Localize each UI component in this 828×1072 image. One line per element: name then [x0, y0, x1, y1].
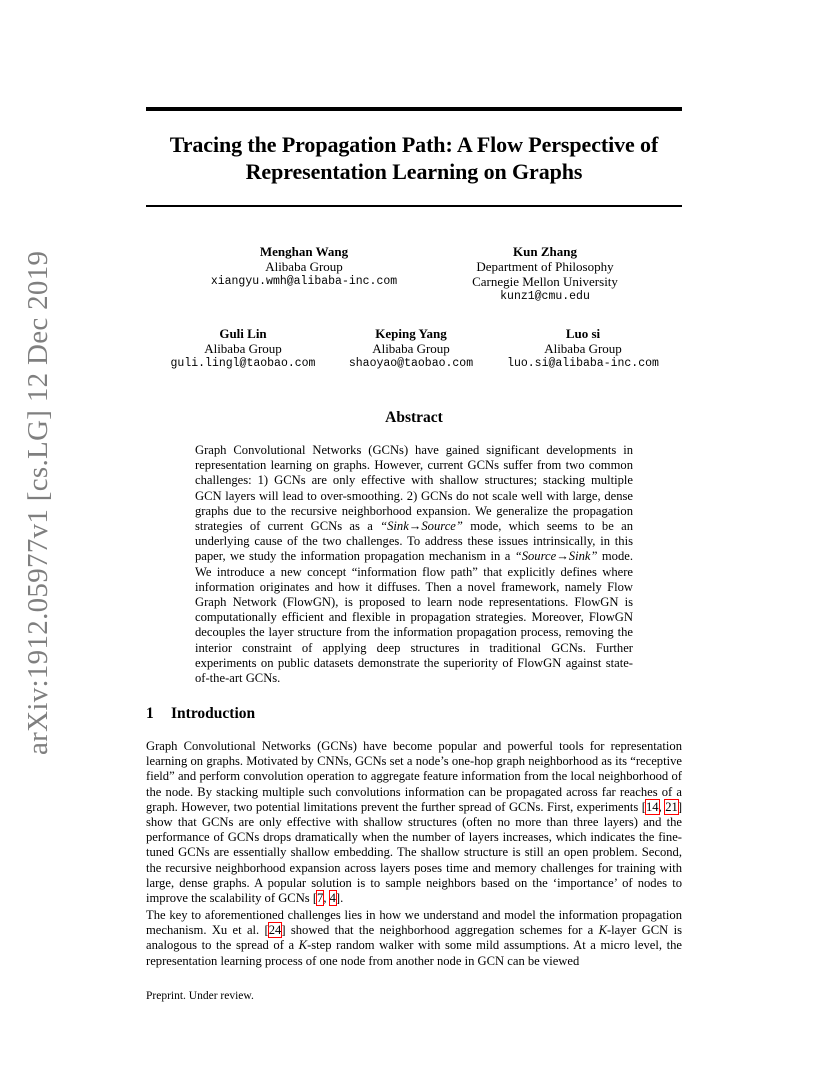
- paragraph-text: -step random walker with some mild assumptions. At a micro level, the representation learning process of one node from another node in GCN can be viewed: [146, 938, 682, 968]
- paragraph-text: ,: [658, 799, 666, 814]
- author-affiliation: Department of Philosophy: [476, 259, 614, 274]
- citation-link[interactable]: 7: [317, 891, 324, 906]
- citation-link[interactable]: 14: [646, 799, 659, 814]
- author-affiliation-2: Carnegie Mellon University: [472, 274, 618, 289]
- paragraph-text: The key to aforementioned challenges lies in how we understand and model the information propagation mechanism. Xu et al. [: [146, 908, 682, 938]
- footer-note: Preprint. Under review.: [146, 990, 254, 1002]
- paragraph-text: ].: [335, 891, 344, 906]
- paragraph-text: ,: [323, 891, 330, 906]
- author-block: [332, 326, 490, 371]
- author-name: Menghan Wang: [259, 244, 349, 259]
- intro-paragraph-1: [146, 739, 682, 906]
- citation-link[interactable]: 24: [268, 923, 282, 938]
- arxiv-stamp: arXiv:1912.05977v1 [cs.LG] 12 Dec 2019: [22, 250, 54, 755]
- math-variable: K: [298, 938, 308, 953]
- author-block: [194, 244, 414, 289]
- abstract-text: mode, which seems to be an underlying cause of the two challenges. To address these issues intrinsically, in this paper, we study the information propagation mechanism in a: [195, 519, 633, 564]
- author-name: Luo si: [565, 326, 601, 341]
- paragraph-text: ] showed that the neighborhood aggregation schemes for a: [281, 923, 599, 938]
- math-variable: K: [598, 923, 607, 938]
- abstract-emphasis: “Sink→Source”: [380, 519, 463, 534]
- author-name: Kun Zhang: [513, 244, 577, 259]
- author-email: guli.lingl@taobao.com: [170, 357, 316, 370]
- intro-paragraph-2: [146, 908, 682, 969]
- paragraph-text: ] show that GCNs are only effective with shallow structures (often no more than three layers) and the performance of GCNs drops dramatically when the number of layers increases, which indicates the fine-tuned GCNs are essentially shallow embedding. The shallow structure is still an open problem. Second, the recursive neighborhood expansion across layers poses time and memory challenges for training with large, dense graphs. A popular solution is to sample neighbors based on the ‘importance’ of nodes to improve the scalability of GCNs [: [146, 799, 683, 906]
- author-email: shaoyao@taobao.com: [348, 357, 474, 370]
- abstract-text: mode. We introduce a new concept “information flow path” that explicitly defines where information originates and how it diffuses. Then a novel framework, namely Flow Graph Network (FlowGN), is proposed to learn node representations. FlowGN is computationally efficient and flexible in propagation strategies. Moreover, FlowGN decouples the layer structure from the information propagation process, removing the interior constraint of applying deep structures in traditional GCNs. Further experiments on public datasets demonstrate the superiority of FlowGN against state-of-the-art GCNs.: [195, 549, 633, 686]
- author-block: [154, 326, 332, 371]
- author-affiliation: Alibaba Group: [372, 341, 450, 356]
- citation-link[interactable]: 4: [329, 891, 336, 906]
- citation-link[interactable]: 21: [665, 799, 678, 814]
- section-heading: [146, 705, 255, 723]
- author-affiliation: Alibaba Group: [204, 341, 282, 356]
- paragraph-text: Graph Convolutional Networks (GCNs) have become popular and powerful tools for representation learning on graphs. Motivated by CNNs, GCNs set a node’s one-hop graph neighborhood as its “receptive field” and perform convolution operation to aggregate feature information from the local neighborhood of the node. By stacking multiple such convolutions information can be propagated across far reaches of a graph. However, two potential limitations prevent the further spread of GCNs. First, experiments [: [146, 739, 682, 814]
- author-affiliation: Alibaba Group: [265, 259, 343, 274]
- abstract-heading: Abstract: [385, 409, 443, 426]
- abstract-body: [195, 443, 633, 686]
- author-email: luo.si@alibaba-inc.com: [507, 357, 659, 370]
- title-line-1: Tracing the Propagation Path: A Flow Perspective of: [169, 132, 659, 157]
- author-name: Guli Lin: [219, 326, 267, 341]
- author-block: [494, 326, 672, 371]
- title-bottom-rule: [146, 205, 682, 207]
- author-name: Keping Yang: [375, 326, 447, 341]
- author-email: kunz1@cmu.edu: [500, 290, 590, 303]
- abstract-emphasis: “Source→Sink”: [514, 549, 598, 564]
- section-number: 1: [146, 705, 154, 722]
- abstract-text: Graph Convolutional Networks (GCNs) have gained significant developments in representation learning on graphs. However, current GCNs suffer from two common challenges: 1) GCNs are only effective with shallow structures; stacking multiple GCN layers will lead to over-smoothing. 2) GCNs do not scale well with large, dense graphs due to the recursive neighborhood expansion. We generalize the propagation strategies of current GCNs as a: [195, 443, 633, 534]
- paper-title: [146, 131, 682, 185]
- title-top-rule: [146, 107, 682, 111]
- section-title: Introduction: [171, 705, 256, 722]
- paragraph-text: -layer GCN is analogous to the spread of a: [146, 923, 682, 953]
- author-block: [440, 244, 650, 304]
- author-email: xiangyu.wmh@alibaba-inc.com: [210, 275, 398, 288]
- title-line-2: Representation Learning on Graphs: [245, 159, 583, 184]
- author-affiliation: Alibaba Group: [544, 341, 622, 356]
